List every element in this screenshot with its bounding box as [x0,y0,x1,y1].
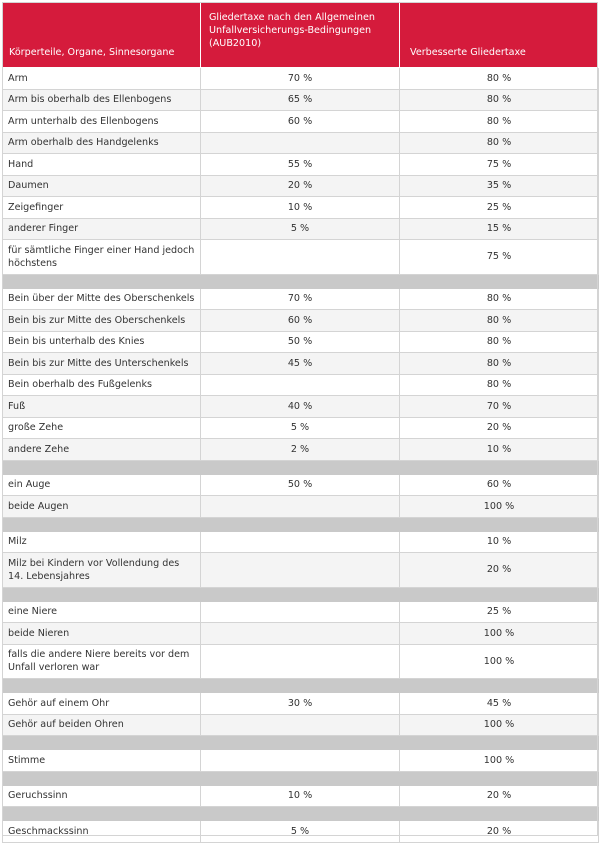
aub2010-value-cell [201,601,400,623]
table-row [3,750,599,772]
table-row [3,288,599,310]
aub2010-value-cell: 5 % [201,821,400,843]
aub2010-value-cell [201,553,400,588]
body-part-cell: Zeigefinger [3,197,201,219]
improved-value-cell: 80 % [400,89,599,111]
separator-cell [3,460,599,474]
improved-value-cell: 20 % [400,785,599,807]
body-part-cell: für sämtliche Finger einer Hand jedoch höchstens [3,240,201,275]
group-separator [3,517,599,531]
body-part-cell: Milz bei Kindern vor Vollendung des 14. Lebensjahres [3,553,201,588]
aub2010-value-cell [201,623,400,645]
improved-value-cell: 80 % [400,111,599,133]
table-row [3,644,599,679]
separator-cell [3,517,599,531]
body-part-cell: Arm unterhalb des Ellenbogens [3,111,201,133]
body-part-cell: Gehör auf einem Ohr [3,693,201,715]
body-part-cell: beide Nieren [3,623,201,645]
group-separator [3,679,599,693]
aub2010-value-cell: 10 % [201,197,400,219]
aub2010-value-cell [201,714,400,736]
improved-value-cell: 80 % [400,374,599,396]
aub2010-value-cell: 30 % [201,693,400,715]
aub2010-value-cell [201,644,400,679]
body-part-cell: Daumen [3,175,201,197]
improved-value-cell: 80 % [400,132,599,154]
separator-cell [3,679,599,693]
body-part-cell: Bein oberhalb des Fußgelenks [3,374,201,396]
improved-value-cell: 100 % [400,623,599,645]
header-aub2010: Gliedertaxe nach den Allgemeinen Unfallversicherungs-Bedingungen (AUB2010) [201,3,400,68]
aub2010-value-cell: 40 % [201,396,400,418]
body-part-cell: Geruchssinn [3,785,201,807]
improved-value-cell: 45 % [400,693,599,715]
table-header-row [3,3,599,68]
aub2010-value-cell: 60 % [201,310,400,332]
body-part-cell: Arm oberhalb des Handgelenks [3,132,201,154]
improved-value-cell: 75 % [400,154,599,176]
aub2010-value-cell: 45 % [201,353,400,375]
body-part-cell: ein Auge [3,474,201,496]
improved-value-cell: 35 % [400,175,599,197]
aub2010-value-cell: 70 % [201,68,400,90]
body-part-cell: andere Zehe [3,439,201,461]
improved-value-cell: 10 % [400,531,599,553]
body-part-cell: Bein bis zur Mitte des Unterschenkels [3,353,201,375]
separator-cell [3,807,599,821]
body-part-cell: Milz [3,531,201,553]
body-part-cell: beide Augen [3,496,201,518]
body-part-cell: Stimme [3,750,201,772]
table-row [3,154,599,176]
body-part-cell: Bein bis zur Mitte des Oberschenkels [3,310,201,332]
group-separator [3,274,599,288]
improved-value-cell: 80 % [400,288,599,310]
separator-cell [3,771,599,785]
aub2010-value-cell: 70 % [201,288,400,310]
table-row [3,417,599,439]
table-row [3,197,599,219]
table-row [3,89,599,111]
body-part-cell: anderer Finger [3,218,201,240]
aub2010-value-cell: 60 % [201,111,400,133]
table-row [3,439,599,461]
body-part-cell: Fuß [3,396,201,418]
body-part-cell: Arm [3,68,201,90]
group-separator [3,771,599,785]
gliedertaxe-table [2,2,599,843]
improved-value-cell: 60 % [400,474,599,496]
group-separator [3,807,599,821]
body-part-cell: Geschmackssinn [3,821,201,843]
body-part-cell: Bein über der Mitte des Oberschenkels [3,288,201,310]
body-part-cell: Arm bis oberhalb des Ellenbogens [3,89,201,111]
table-row [3,111,599,133]
table-row [3,821,599,843]
table-row [3,693,599,715]
table-row [3,374,599,396]
body-part-cell: große Zehe [3,417,201,439]
body-part-cell: Bein bis unterhalb des Knies [3,331,201,353]
aub2010-value-cell: 20 % [201,175,400,197]
header-improved: Verbesserte Gliedertaxe [400,3,599,68]
separator-cell [3,274,599,288]
table-row [3,310,599,332]
aub2010-value-cell [201,374,400,396]
table-row [3,601,599,623]
table-row [3,396,599,418]
improved-value-cell: 20 % [400,417,599,439]
improved-value-cell: 20 % [400,553,599,588]
table-row [3,553,599,588]
improved-value-cell: 80 % [400,68,599,90]
aub2010-value-cell [201,132,400,154]
improved-value-cell: 25 % [400,601,599,623]
table-row [3,785,599,807]
table-row [3,240,599,275]
improved-value-cell: 80 % [400,331,599,353]
table-row [3,218,599,240]
aub2010-value-cell: 5 % [201,417,400,439]
improved-value-cell: 100 % [400,750,599,772]
table-row [3,623,599,645]
improved-value-cell: 10 % [400,439,599,461]
body-part-cell: Hand [3,154,201,176]
group-separator [3,736,599,750]
aub2010-value-cell: 50 % [201,331,400,353]
table-row [3,353,599,375]
table-row [3,531,599,553]
aub2010-value-cell [201,750,400,772]
table-row [3,474,599,496]
improved-value-cell: 100 % [400,644,599,679]
aub2010-value-cell: 2 % [201,439,400,461]
aub2010-value-cell [201,496,400,518]
body-part-cell: falls die andere Niere bereits vor dem Unfall verloren war [3,644,201,679]
improved-value-cell: 80 % [400,353,599,375]
improved-value-cell: 100 % [400,714,599,736]
group-separator [3,460,599,474]
group-separator [3,587,599,601]
gliedertaxe-table-container [2,2,598,843]
improved-value-cell: 70 % [400,396,599,418]
body-part-cell: eine Niere [3,601,201,623]
aub2010-value-cell: 10 % [201,785,400,807]
separator-cell [3,587,599,601]
table-row [3,175,599,197]
separator-cell [3,736,599,750]
table-body [3,68,599,843]
improved-value-cell: 15 % [400,218,599,240]
table-row [3,132,599,154]
aub2010-value-cell [201,240,400,275]
improved-value-cell: 80 % [400,310,599,332]
aub2010-value-cell: 55 % [201,154,400,176]
body-part-cell: Gehör auf beiden Ohren [3,714,201,736]
aub2010-value-cell: 50 % [201,474,400,496]
improved-value-cell: 75 % [400,240,599,275]
improved-value-cell: 20 % [400,821,599,843]
aub2010-value-cell [201,531,400,553]
table-row [3,331,599,353]
improved-value-cell: 25 % [400,197,599,219]
table-row [3,68,599,90]
aub2010-value-cell: 5 % [201,218,400,240]
aub2010-value-cell: 65 % [201,89,400,111]
header-body-parts: Körperteile, Organe, Sinnesorgane [3,3,201,68]
table-row [3,714,599,736]
improved-value-cell: 100 % [400,496,599,518]
table-row [3,496,599,518]
